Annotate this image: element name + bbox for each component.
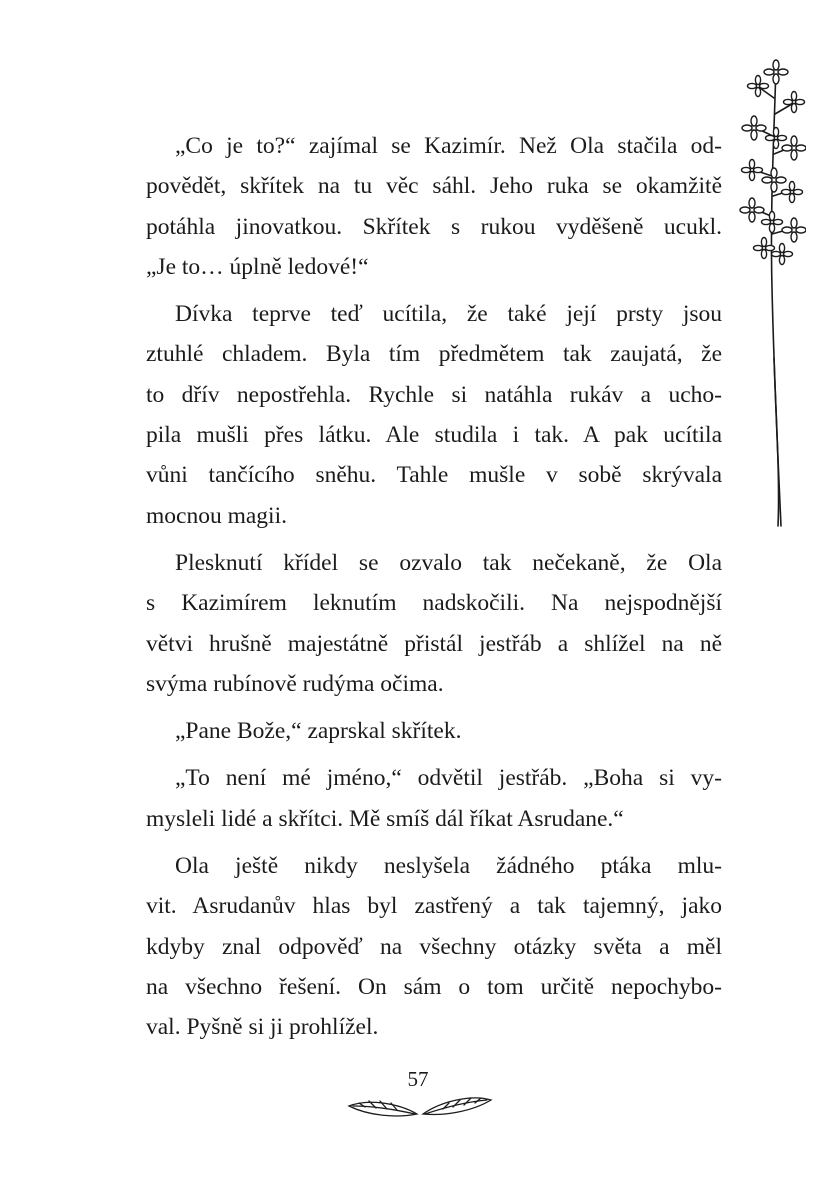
text-line: ztuhlé chladem. Byla tím předmětem tak zaujatá, že — [146, 341, 722, 368]
text-line: Ola ještě nikdy neslyšela žádného ptáka mlu- — [175, 853, 722, 880]
text-line: s Kazimírem leknutím nadskočili. Na nejspodnější — [146, 590, 722, 617]
paragraph — [146, 294, 722, 536]
paragraph — [146, 126, 722, 287]
paragraph — [146, 758, 722, 839]
flower-sprig-illustration — [734, 58, 806, 530]
text-line: „To není mé jméno,“ odvětil jestřáb. „Boha si vy- — [175, 765, 722, 792]
text-line: kdyby znal odpověď na všechny otázky světa a měl — [146, 933, 722, 960]
text-line: „Je to… úplně ledové!“ — [146, 253, 369, 280]
text-line: to dřív nepostřehla. Rychle si natáhla rukáv a ucho- — [146, 381, 722, 408]
page-number: 57 — [407, 1067, 429, 1091]
text-line: „Co je to?“ zajímal se Kazimír. Než Ola stačila od- — [175, 133, 722, 159]
text-line: vůni tančícího sněhu. Tahle mušle v sobě skrývala — [146, 462, 722, 489]
text-line: povědět, skřítek na tu věc sáhl. Jeho ruka se okamžitě — [146, 173, 722, 200]
leaf-ornament-icon — [345, 1088, 495, 1128]
text-line: Plesknutí křídel se ozvalo tak nečekaně, že Ola — [175, 549, 722, 576]
paragraph — [146, 543, 722, 704]
text-line: vit. Asrudanův hlas byl zastřený a tak tajemný, jako — [146, 893, 722, 920]
paragraph — [146, 711, 722, 751]
text-line: mysleli lidé a skřítci. Mě smíš dál říkat Asrudane.“ — [146, 805, 624, 832]
text-line: svýma rubínově rudýma očima. — [146, 670, 444, 697]
body-text — [146, 126, 722, 1048]
text-line: mocnou magii. — [146, 502, 287, 529]
text-line: na všechno řešení. On sám o tom určitě nepochybo- — [146, 973, 722, 1000]
text-line: Dívka teprve teď ucítila, že také její prsty jsou — [175, 301, 722, 328]
text-line: val. Pyšně si ji prohlížel. — [146, 1014, 379, 1041]
text-line: „Pane Bože,“ zaprskal skřítek. — [175, 718, 462, 745]
text-line: větvi hrušně majestátně přistál jestřáb a shlížel na ně — [146, 630, 722, 657]
text-line: potáhla jinovatkou. Skřítek s rukou vyděšeně ucukl. — [146, 213, 722, 240]
paragraph — [146, 846, 722, 1047]
text-line: pila mušli přes látku. Ale studila i tak. A pak ucítila — [146, 422, 722, 449]
